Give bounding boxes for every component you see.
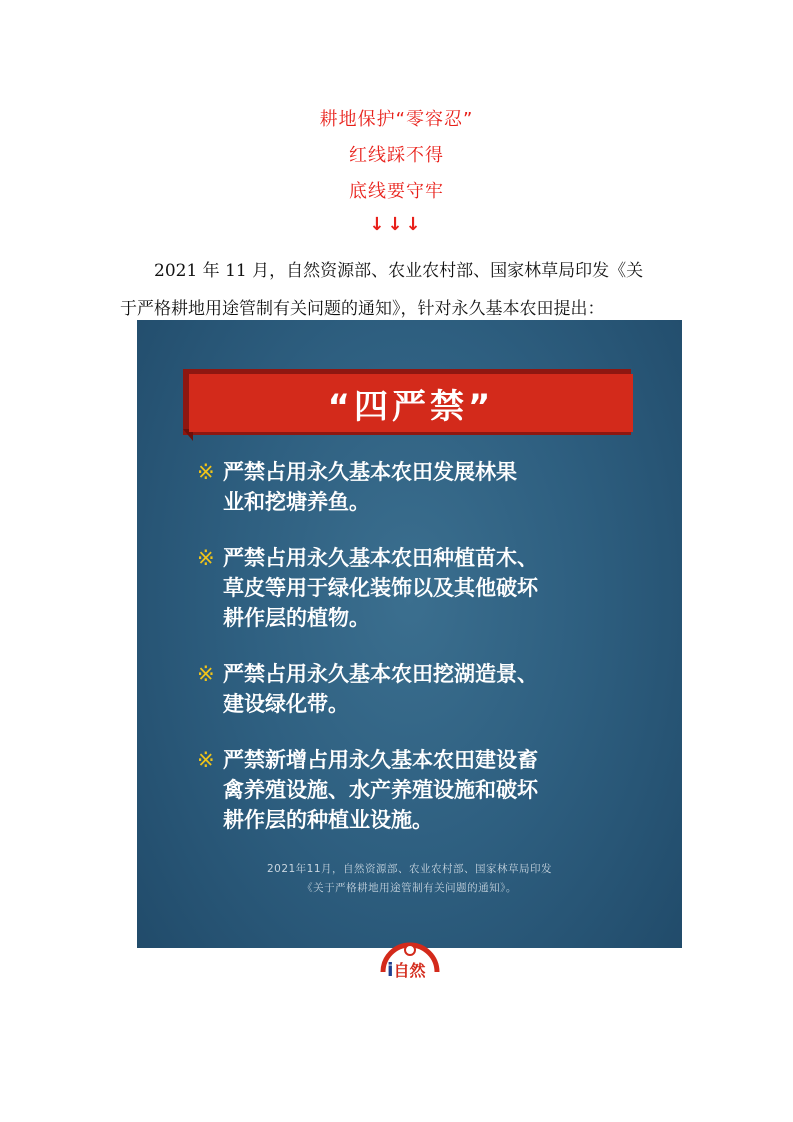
four-prohibitions-poster — [137, 320, 682, 1014]
rule-item — [197, 659, 657, 719]
rule-text-line: 严禁占用永久基本农田种植苗木、 — [223, 546, 538, 570]
heading-line-3: 底线要守牢 — [349, 181, 444, 202]
rule-item — [197, 745, 657, 835]
down-arrows-icon: ↓↓↓ — [369, 214, 424, 235]
poster-source-note — [137, 860, 682, 898]
rule-text-line: 耕作层的植物。 — [223, 606, 370, 630]
heading-line-2: 红线踩不得 — [349, 145, 444, 166]
source-line-1: 2021年11月，自然资源部、农业农村部、国家林草局印发 — [266, 863, 553, 875]
reference-mark-icon: ※ — [197, 748, 215, 772]
rule-item — [197, 543, 657, 633]
rule-text-line: 严禁占用永久基本农田发展林果 — [223, 460, 517, 484]
reference-mark-icon: ※ — [197, 546, 215, 570]
rule-text-line: 严禁占用永久基本农田挖湖造景、 — [223, 662, 538, 686]
reference-mark-icon: ※ — [197, 460, 215, 484]
paragraph-line-2: 于严格耕地用途管制有关问题的通知》，针对永久基本农田提出： — [120, 299, 605, 319]
rule-text-line: 业和挖塘养鱼。 — [223, 490, 370, 514]
heading-block — [0, 102, 793, 240]
logo-text: i自然 — [387, 959, 426, 981]
paragraph-line-1: 2021 年 11 月，自然资源部、农业农村部、国家林草局印发《关 — [154, 261, 644, 281]
ziran-logo — [373, 942, 447, 992]
intro-paragraph — [120, 252, 680, 328]
poster-banner-title: “四严禁” — [189, 374, 633, 432]
rule-text-line: 耕作层的种植业设施。 — [223, 808, 433, 832]
heading-line-1: 耕地保护“零容忍” — [319, 109, 474, 130]
rule-text-line: 建设绿化带。 — [223, 692, 349, 716]
rule-text-line: 草皮等用于绿化装饰以及其他破坏 — [223, 576, 538, 600]
rule-item — [197, 457, 657, 517]
source-line-2: 《关于严格耕地用途管制有关问题的通知》。 — [302, 882, 517, 894]
rule-text-line: 严禁新增占用永久基本农田建设畜 — [223, 748, 538, 772]
rule-text-line: 禽养殖设施、水产养殖设施和破坏 — [223, 778, 538, 802]
rules-list — [197, 457, 657, 861]
reference-mark-icon: ※ — [197, 662, 215, 686]
